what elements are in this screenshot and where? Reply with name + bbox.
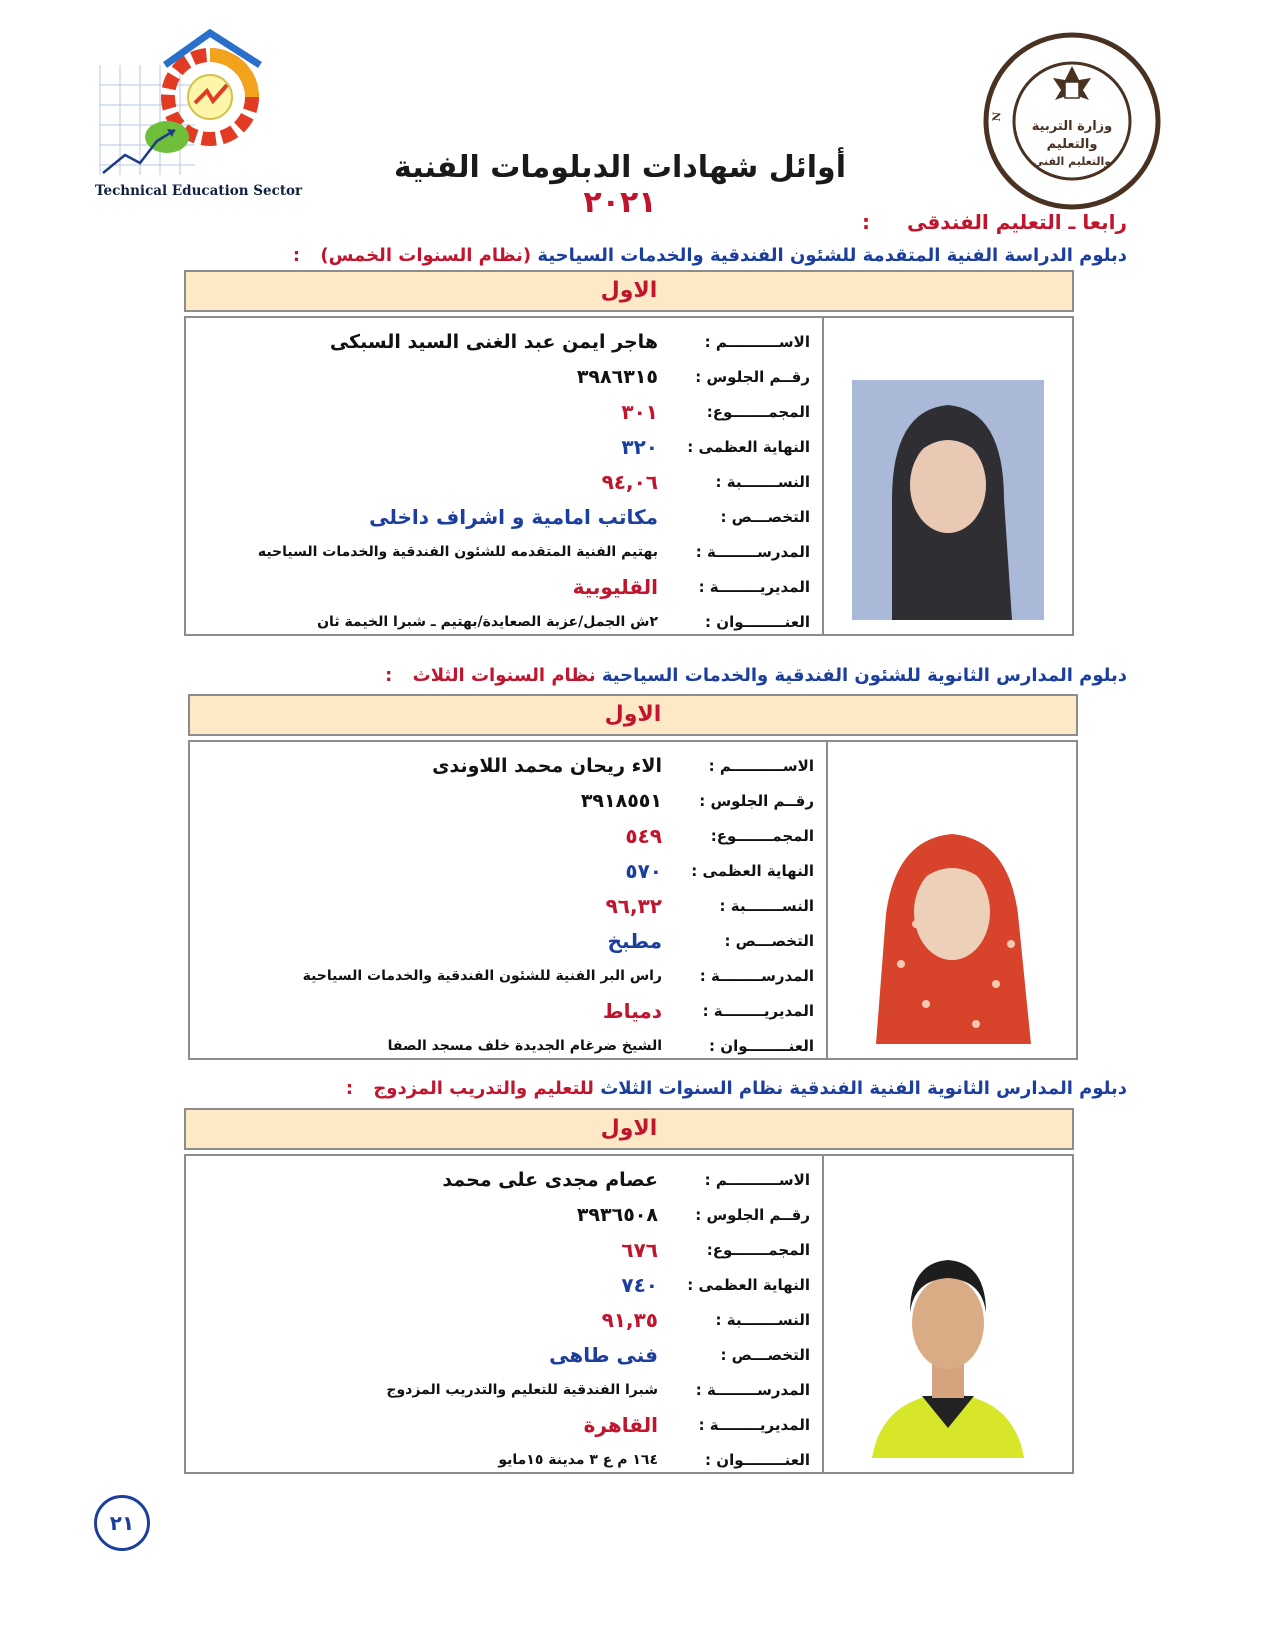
sector-logo-caption: Technical Education Sector [95, 183, 303, 199]
school-label: المدرســــــــة : [695, 1380, 810, 1399]
seat-label: رقــم الجلوس : [695, 1205, 810, 1224]
address-label: العنــــــــوان : [705, 612, 810, 631]
specialty-value: مطبخ [607, 928, 662, 953]
student-info-box [184, 316, 1074, 636]
address-label: العنــــــــوان : [709, 1036, 814, 1055]
diploma-colon: : [345, 1078, 354, 1099]
max-value: ٧٤٠ [621, 1272, 658, 1297]
diploma-name: دبلوم المدارس الثانوية للشئون الفندقية والخدمات السياحية [601, 665, 1127, 686]
field-directorate [194, 1407, 810, 1442]
school-value: بهتيم الفنية المتقدمه للشئون الفندقية والخدمات السياحيه [257, 543, 658, 560]
field-school [194, 1372, 810, 1407]
field-specialty [198, 923, 814, 958]
seat-value: ٣٩٣٦٥٠٨ [576, 1203, 658, 1226]
percent-label: النســـــــبة : [715, 1310, 810, 1329]
field-total [198, 818, 814, 853]
field-percent [194, 1302, 810, 1337]
student-card-2 [188, 694, 1078, 1060]
field-name [194, 324, 810, 359]
field-percent [194, 464, 810, 499]
total-value: ٦٧٦ [621, 1237, 658, 1262]
specialty-label: التخصـــص : [720, 507, 810, 526]
field-directorate [194, 569, 810, 604]
address-value: ٢ش الجمل/عزبة الصعايدة/بهتيم ـ شبرا الخيمة ثان [317, 613, 658, 630]
photo-cell [822, 318, 1072, 634]
total-label: المجمـــــــوع: [706, 1240, 810, 1259]
field-name [194, 1162, 810, 1197]
diploma-title-2 [385, 665, 1127, 686]
field-address [198, 1028, 814, 1063]
ministry-seal-logo [983, 32, 1161, 210]
name-label: الاســــــــــم : [704, 1170, 810, 1189]
total-value: ٥٤٩ [625, 823, 662, 848]
sector-logo-graphic [95, 25, 265, 185]
seat-label: رقــم الجلوس : [695, 367, 810, 386]
field-school [194, 534, 810, 569]
diploma-colon: : [292, 245, 301, 266]
technical-education-sector-logo [95, 25, 303, 205]
percent-label: النســـــــبة : [715, 472, 810, 491]
student-photo [852, 380, 1044, 620]
field-specialty [194, 1337, 810, 1372]
diploma-name: دبلوم الدراسة الفنية المتقدمة للشئون الفندقية والخدمات السياحية [537, 245, 1127, 266]
name-value: عصام مجدى على محمد [442, 1168, 658, 1191]
page-title [380, 150, 860, 220]
field-address [194, 604, 810, 639]
directorate-label: المديريــــــــة : [702, 1001, 814, 1020]
max-value: ٥٧٠ [625, 858, 662, 883]
field-specialty [194, 499, 810, 534]
percent-value: ٩٦,٣٢ [605, 893, 662, 918]
rank-bar: الاول [184, 270, 1074, 312]
diploma-colon: : [385, 665, 393, 686]
photo-cell [826, 742, 1076, 1058]
diploma-title-3 [346, 1078, 1127, 1099]
diploma-name: دبلوم المدارس الثانوية الفنية الفندقية نظام السنوات الثلاث [600, 1078, 1127, 1099]
field-seat [194, 1197, 810, 1232]
specialty-label: التخصـــص : [724, 931, 814, 950]
field-total [194, 1232, 810, 1267]
directorate-value: القاهرة [583, 1412, 658, 1437]
photo-cell [822, 1156, 1072, 1472]
school-label: المدرســــــــة : [699, 966, 814, 985]
name-label: الاســــــــــم : [704, 332, 810, 351]
total-label: المجمـــــــوع: [706, 402, 810, 421]
directorate-label: المديريــــــــة : [698, 1415, 810, 1434]
svg-text:والتعليم الفنى: والتعليم الفنى [1032, 155, 1112, 168]
field-total [194, 394, 810, 429]
address-value: الشيخ ضرغام الجديدة خلف مسجد الصفا [387, 1037, 662, 1054]
address-label: العنــــــــوان : [705, 1450, 810, 1469]
percent-value: ٩٤,٠٦ [601, 469, 658, 494]
student-photo [852, 1218, 1044, 1458]
diploma-system: للتعليم والتدريب المزدوج [373, 1078, 594, 1099]
field-directorate [198, 993, 814, 1028]
total-value: ٣٠١ [621, 399, 658, 424]
percent-value: ٩١,٣٥ [601, 1307, 658, 1332]
student-card-3 [184, 1108, 1074, 1474]
student-photo [856, 804, 1048, 1044]
school-value: راس البر الفنية للشئون الفندقية والخدمات السياحية [302, 967, 662, 984]
specialty-value: مكاتب امامية و اشراف داخلى [369, 504, 658, 529]
max-label: النهاية العظمى : [691, 861, 814, 880]
school-value: شبرا الفندقية للتعليم والتدريب المزدوج [386, 1381, 658, 1398]
diploma-title-1 [293, 245, 1127, 266]
diploma-system: (نظام السنوات الخمس) [320, 245, 532, 266]
total-label: المجمـــــــوع: [710, 826, 814, 845]
max-label: النهاية العظمى : [687, 437, 810, 456]
section-heading-colon: : [861, 210, 870, 234]
name-value: الاء ريحان محمد اللاوندى [432, 754, 662, 777]
diploma-system: نظام السنوات الثلاث [412, 665, 596, 686]
rank-bar: الاول [188, 694, 1078, 736]
school-label: المدرســــــــة : [695, 542, 810, 561]
directorate-value: القليوبية [572, 574, 658, 599]
field-seat [198, 783, 814, 818]
ministry-seal-graphic [983, 32, 1161, 210]
directorate-value: دمياط [602, 998, 662, 1023]
student-info-box [188, 740, 1078, 1060]
page-number: ٢١ [94, 1495, 150, 1551]
name-value: هاجر ايمن عبد الغنى السيد السبكى [329, 330, 658, 353]
svg-text:MINISTRY OF EDUCATION AND TECH: N [990, 111, 1004, 122]
max-label: النهاية العظمى : [687, 1275, 810, 1294]
section-heading-text: رابعا ـ التعليم الفندقى [906, 210, 1127, 234]
field-max [198, 853, 814, 888]
student-fields [194, 1162, 810, 1477]
svg-text:والتعليم: والتعليم [1046, 137, 1098, 152]
student-card-1 [184, 270, 1074, 636]
field-name [198, 748, 814, 783]
field-percent [198, 888, 814, 923]
field-school [198, 958, 814, 993]
seat-value: ٣٩١٨٥٥١ [580, 789, 662, 812]
student-fields [194, 324, 810, 639]
specialty-label: التخصـــص : [720, 1345, 810, 1364]
page-title-text: أوائل شهادات الدبلومات الفنية [394, 150, 846, 185]
rank-bar: الاول [184, 1108, 1074, 1150]
address-value: ١٦٤ م ع ٣ مدينة ١٥مايو [498, 1451, 658, 1468]
name-label: الاســــــــــم : [708, 756, 814, 775]
page-title-year: ٢٠٢١ [583, 185, 657, 220]
specialty-value: فنى طاهى [549, 1342, 658, 1367]
seat-value: ٣٩٨٦٣١٥ [576, 365, 658, 388]
student-info-box [184, 1154, 1074, 1474]
directorate-label: المديريــــــــة : [698, 577, 810, 596]
seat-label: رقــم الجلوس : [699, 791, 814, 810]
field-max [194, 429, 810, 464]
field-address [194, 1442, 810, 1477]
field-max [194, 1267, 810, 1302]
section-heading [862, 210, 1127, 234]
percent-label: النســـــــبة : [719, 896, 814, 915]
student-fields [198, 748, 814, 1063]
field-seat [194, 359, 810, 394]
max-value: ٣٢٠ [621, 434, 658, 459]
svg-text:وزارة التربية: وزارة التربية [1031, 119, 1113, 134]
